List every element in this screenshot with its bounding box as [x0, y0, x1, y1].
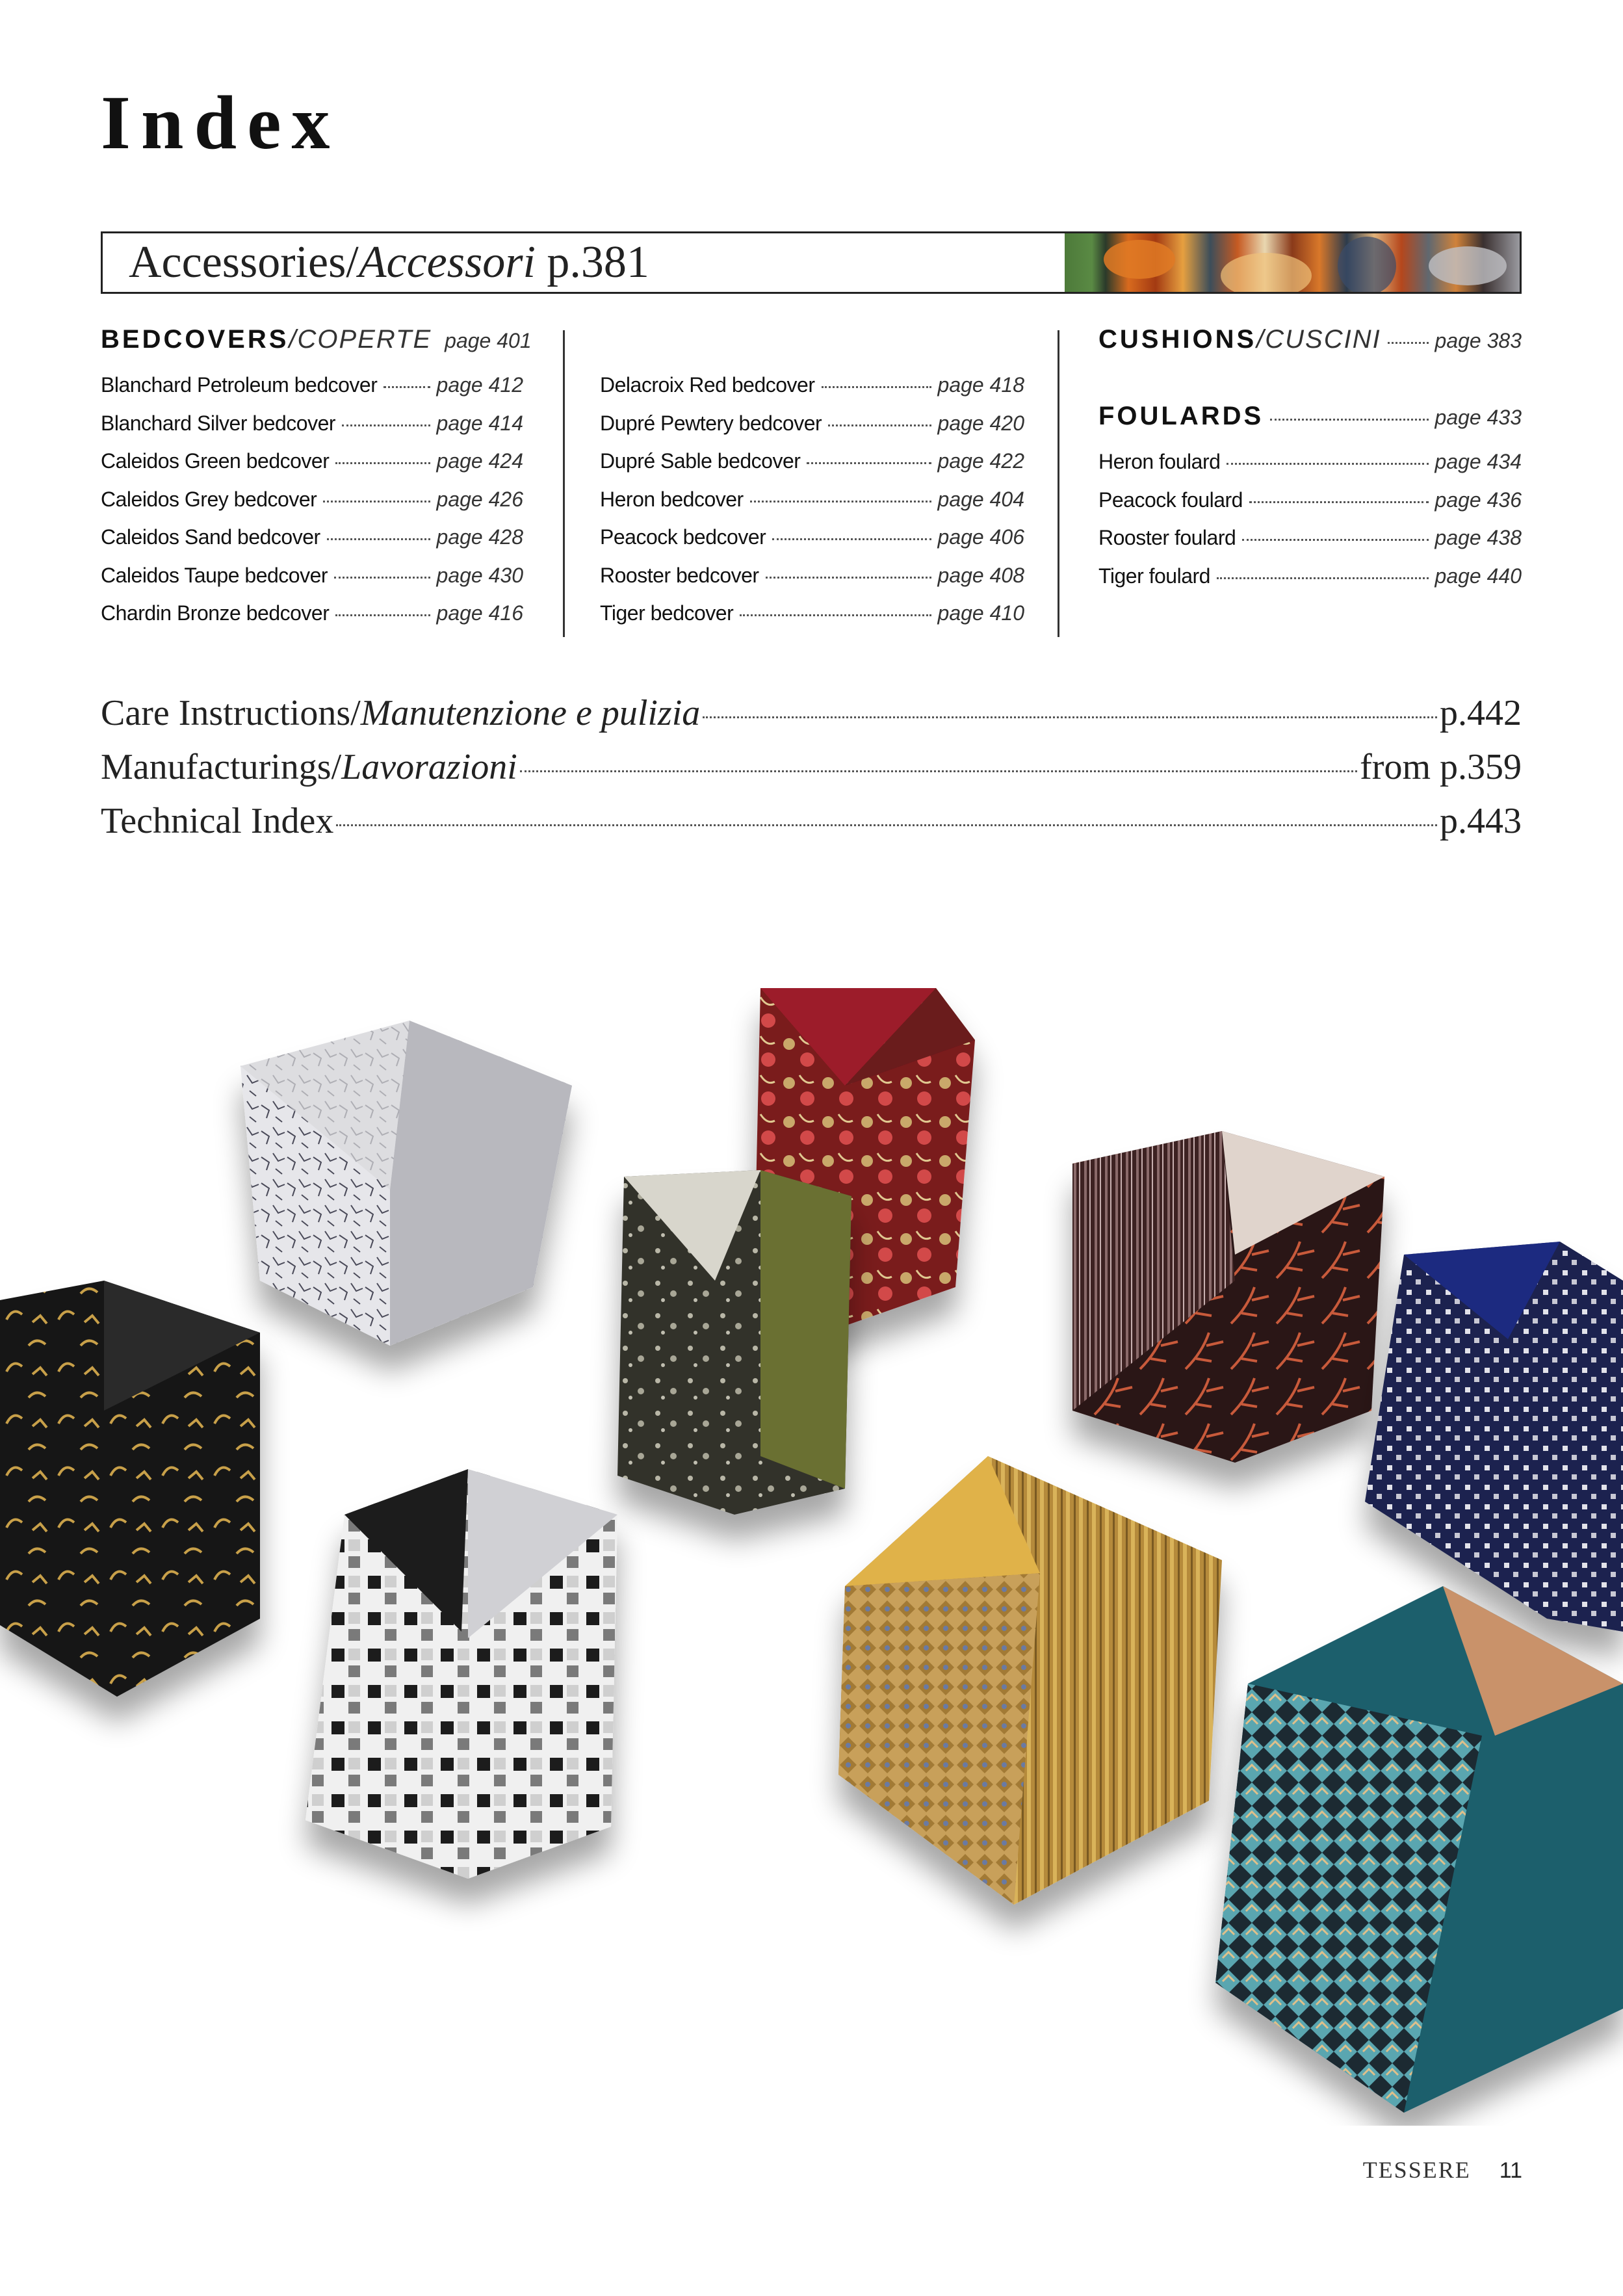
- section-title-en: Accessories/: [129, 237, 359, 287]
- entry-page: page 438: [1435, 526, 1522, 549]
- index-entry[interactable]: [101, 411, 523, 450]
- entry-name: Caleidos Sand bedcover: [101, 525, 320, 549]
- entry-name: Tiger foulard: [1098, 564, 1210, 588]
- dot-leader: [327, 538, 430, 540]
- index-entry[interactable]: [101, 525, 523, 564]
- index-entry[interactable]: [101, 564, 523, 602]
- link-it: Manutenzione e pulizia: [360, 693, 701, 733]
- entry-name: Peacock bedcover: [600, 525, 766, 549]
- entry-name: Caleidos Taupe bedcover: [101, 563, 328, 587]
- page-footer: [1363, 2156, 1522, 2184]
- dot-leader: [520, 770, 1357, 772]
- heading-spacer: [600, 325, 1024, 373]
- pouf-silver: [240, 1021, 572, 1346]
- link-it: Lavorazioni: [341, 747, 517, 787]
- dot-leader: [766, 577, 931, 579]
- dot-leader: [703, 716, 1437, 718]
- index-entry[interactable]: [101, 449, 523, 488]
- entry-page: page 416: [436, 601, 523, 625]
- bedcovers-column-1: [101, 325, 532, 640]
- index-entry[interactable]: [600, 373, 1024, 411]
- entry-name: Heron foulard: [1098, 450, 1221, 473]
- pouf-black-bird: [0, 1281, 260, 1697]
- other-sections-list: [101, 692, 1522, 854]
- pouf-blue: [1365, 1242, 1623, 1632]
- dot-leader: [342, 424, 430, 426]
- cushions-foulards-column: [1098, 325, 1522, 602]
- page-number: 11: [1499, 2158, 1522, 2183]
- dot-leader: [740, 614, 931, 616]
- link-page: p.443: [1440, 801, 1522, 841]
- heading-page: page 433: [1435, 406, 1522, 429]
- entry-page: page 430: [436, 563, 523, 587]
- entry-page: page 420: [937, 411, 1024, 435]
- index-entry[interactable]: [101, 488, 523, 526]
- technical-index-link[interactable]: [101, 800, 1522, 854]
- link-page: p.442: [1440, 693, 1522, 733]
- index-entry[interactable]: [101, 373, 523, 411]
- index-entry[interactable]: [1098, 564, 1522, 603]
- entry-page: page 410: [937, 601, 1024, 625]
- entry-name: Rooster foulard: [1098, 526, 1236, 549]
- entry-page: page 428: [436, 525, 523, 549]
- entry-name: Delacroix Red bedcover: [600, 373, 815, 397]
- entry-name: Tiger bedcover: [600, 601, 734, 625]
- index-entry[interactable]: [600, 525, 1024, 564]
- dot-leader: [750, 501, 931, 502]
- dot-leader: [1388, 342, 1429, 344]
- pouf-bronze: [1072, 1131, 1384, 1463]
- heading-it: /CUSCINI: [1256, 325, 1381, 354]
- index-entry[interactable]: [1098, 526, 1522, 564]
- dot-leader: [335, 614, 430, 616]
- index-entry[interactable]: [600, 601, 1024, 640]
- heading-en: FOULARDS: [1098, 402, 1264, 430]
- section-page: p.381: [535, 237, 649, 287]
- entry-page: page 422: [937, 449, 1024, 473]
- link-en: Care Instructions/: [101, 693, 361, 733]
- pouf-gold: [838, 1456, 1222, 1905]
- cushions-heading[interactable]: [1098, 325, 1522, 373]
- bedcovers-column-2: [600, 325, 1024, 640]
- entry-name: Blanchard Petroleum bedcover: [101, 373, 378, 397]
- entry-page: page 434: [1435, 450, 1522, 473]
- dot-leader: [822, 386, 931, 388]
- entry-page: page 408: [937, 563, 1024, 587]
- pouf-olive: [617, 1170, 851, 1515]
- entry-name: Peacock foulard: [1098, 488, 1243, 512]
- dot-leader: [334, 577, 430, 579]
- heading-en: CUSHIONS: [1098, 325, 1257, 354]
- dot-leader: [772, 538, 931, 540]
- column-divider: [563, 330, 565, 637]
- link-en: Technical Index: [101, 801, 334, 841]
- product-photo-poufs: [0, 917, 1623, 2126]
- link-page: from p.359: [1360, 747, 1522, 787]
- entry-page: page 440: [1435, 564, 1522, 588]
- link-en: Manufacturings/: [101, 747, 342, 787]
- dot-leader: [1227, 463, 1428, 465]
- dot-leader: [1270, 419, 1428, 421]
- index-entry[interactable]: [1098, 450, 1522, 488]
- entry-page: page 436: [1435, 488, 1522, 512]
- index-entry[interactable]: [600, 564, 1024, 602]
- index-entry[interactable]: [1098, 488, 1522, 527]
- section-title-it: Accessori: [358, 237, 536, 287]
- entry-name: Chardin Bronze bedcover: [101, 601, 330, 625]
- bedcovers-heading[interactable]: [101, 325, 532, 373]
- entry-name: Caleidos Grey bedcover: [101, 487, 317, 511]
- entry-page: page 418: [937, 373, 1024, 397]
- heading-it: /COPERTE: [289, 325, 432, 354]
- index-entry[interactable]: [600, 449, 1024, 488]
- column-divider: [1058, 330, 1059, 637]
- pouf-geometric: [305, 1469, 617, 1879]
- dot-leader: [323, 501, 430, 502]
- index-columns: [101, 325, 1522, 637]
- page-title: Index: [101, 80, 341, 165]
- dot-leader: [336, 824, 1437, 826]
- pouf-teal: [1215, 1586, 1623, 2113]
- index-entry[interactable]: [101, 601, 523, 640]
- entry-name: Heron bedcover: [600, 487, 744, 511]
- heading-page: page 401: [445, 329, 532, 352]
- index-entry[interactable]: [600, 488, 1024, 526]
- entry-name: Caleidos Green bedcover: [101, 449, 330, 473]
- entry-page: page 426: [436, 487, 523, 511]
- entry-page: page 424: [436, 449, 523, 473]
- dot-leader: [828, 424, 931, 426]
- entry-name: Dupré Pewtery bedcover: [600, 411, 822, 435]
- entry-page: page 414: [436, 411, 523, 435]
- entry-page: page 412: [436, 373, 523, 397]
- heading-en: BEDCOVERS: [101, 325, 289, 354]
- entry-page: page 404: [937, 487, 1024, 511]
- fabric-swatch-image: [1065, 233, 1520, 292]
- index-entry[interactable]: [600, 411, 1024, 450]
- entry-page: page 406: [937, 525, 1024, 549]
- dot-leader: [807, 462, 931, 464]
- heading-page: page 383: [1435, 329, 1522, 352]
- foulards-heading[interactable]: [1098, 402, 1522, 450]
- dot-leader: [383, 386, 430, 388]
- entry-name: Dupré Sable bedcover: [600, 449, 801, 473]
- dot-leader: [335, 462, 430, 464]
- care-instructions-link[interactable]: [101, 692, 1522, 746]
- dot-leader: [1242, 539, 1428, 541]
- entry-name: Rooster bedcover: [600, 563, 759, 587]
- dot-leader: [1249, 501, 1429, 503]
- section-bar-accessories: [101, 231, 1522, 294]
- brand-logo: TESSERE: [1362, 2157, 1471, 2183]
- section-title[interactable]: [103, 237, 1065, 289]
- dot-leader: [1217, 577, 1429, 579]
- entry-name: Blanchard Silver bedcover: [101, 411, 336, 435]
- manufacturings-link[interactable]: [101, 746, 1522, 800]
